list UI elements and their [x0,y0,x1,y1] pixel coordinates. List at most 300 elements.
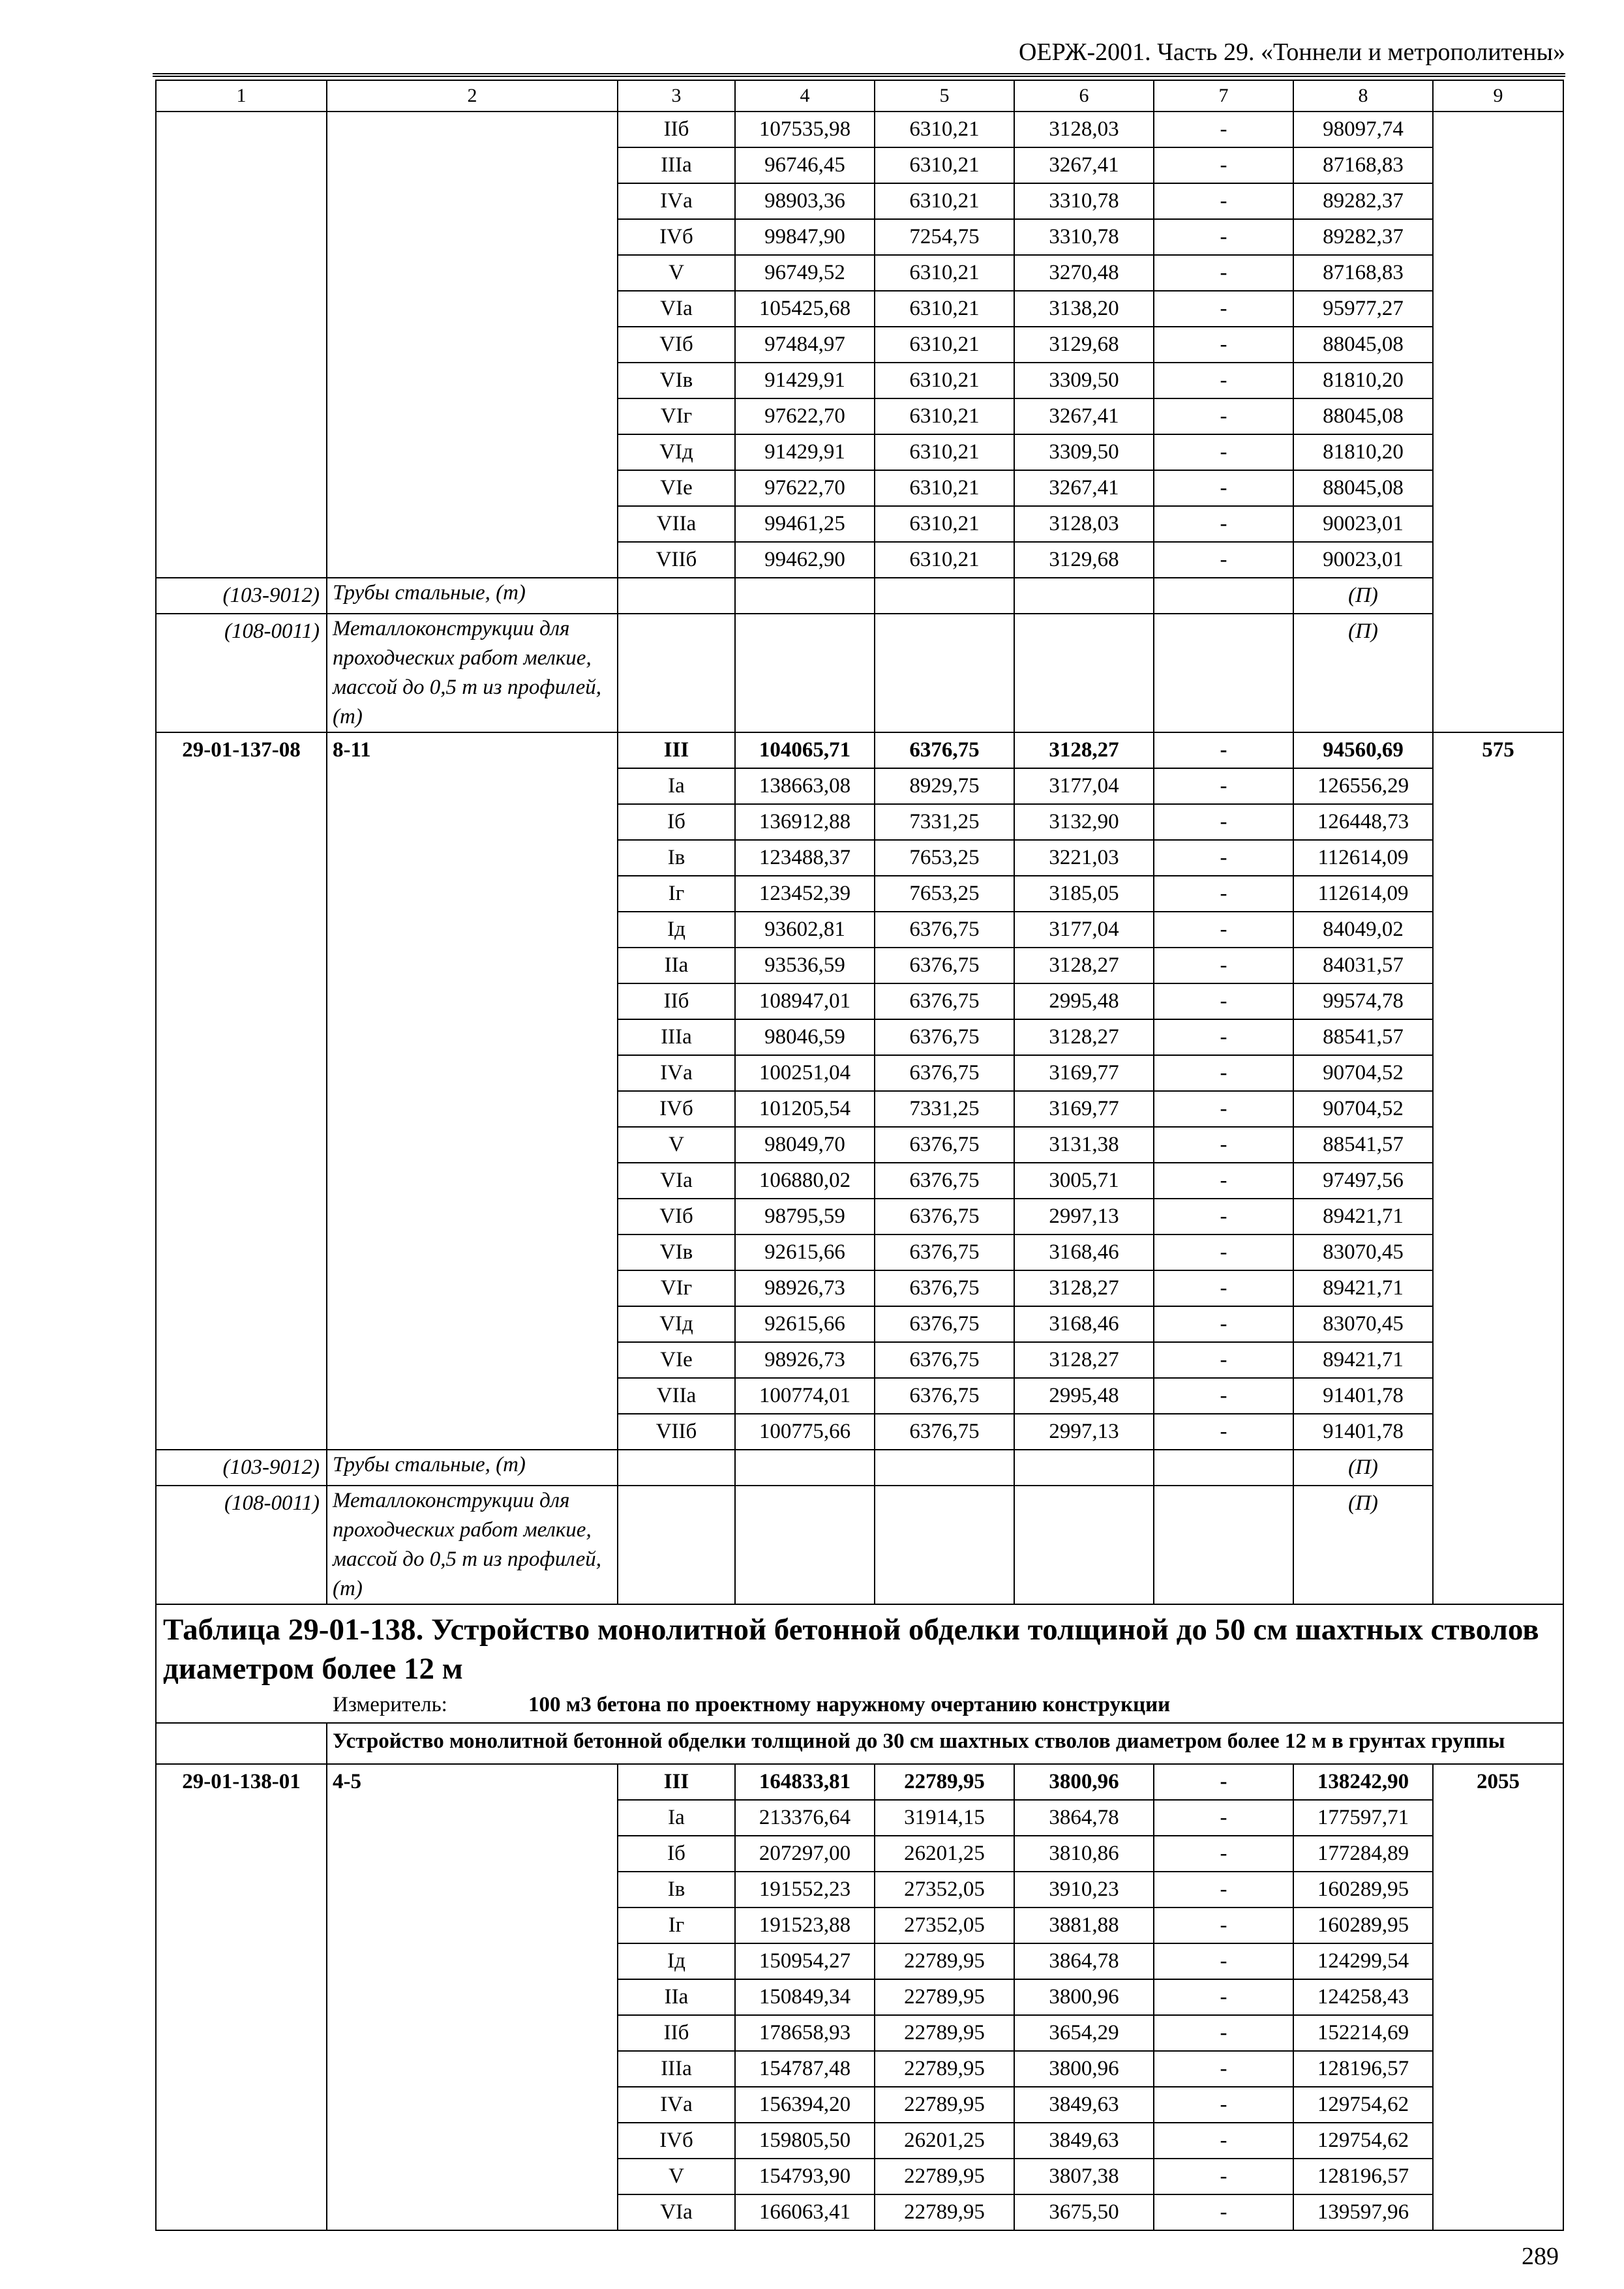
rate-value: 123452,39 [735,876,875,912]
rate-value: 93602,81 [735,912,875,948]
rate-value: 98046,59 [735,1019,875,1055]
rate-value: 6376,75 [875,1127,1014,1163]
rate-value: 3675,50 [1014,2194,1154,2230]
empty-cell [735,578,875,614]
rate-value: 27352,05 [875,1872,1014,1908]
rate-value: - [1154,2015,1293,2051]
resource-unit: (П) [1293,1450,1433,1486]
empty-cell [735,1450,875,1486]
rate-value: 177284,89 [1293,1836,1433,1872]
rate-value: 22789,95 [875,2015,1014,2051]
meter-line [163,1690,1556,1720]
soil-category: VIе [618,1342,735,1378]
rate-value: - [1154,1270,1293,1306]
soil-category: III [618,732,735,768]
soil-category: Iд [618,912,735,948]
rate-value: 89282,37 [1293,183,1433,219]
rate-value: 3864,78 [1014,1800,1154,1836]
column-9-value: 575 [1433,732,1563,1604]
rate-value: 160289,95 [1293,1872,1433,1908]
rate-value: 3128,03 [1014,506,1154,542]
rate-value: 94560,69 [1293,732,1433,768]
soil-category: VIд [618,434,735,470]
empty-cell [1154,1450,1293,1486]
rate-value: 83070,45 [1293,1306,1433,1342]
column-number: 3 [618,80,735,112]
soil-category: VIIб [618,542,735,578]
soil-category: VIб [618,327,735,363]
soil-category: Iг [618,876,735,912]
rate-value: 89421,71 [1293,1270,1433,1306]
rate-value: 3128,27 [1014,1270,1154,1306]
rate-value: 6376,75 [875,1019,1014,1055]
rate-value: 3168,46 [1014,1306,1154,1342]
rate-value: 97622,70 [735,470,875,506]
rate-value: 27352,05 [875,1908,1014,1943]
empty-cell [1154,1486,1293,1604]
rate-value: - [1154,1234,1293,1270]
soil-category: VIа [618,291,735,327]
rate-value: 22789,95 [875,1979,1014,2015]
empty-cell [735,1486,875,1604]
resource-unit: (П) [1293,578,1433,614]
rate-value: 6310,21 [875,470,1014,506]
rate-value: 90023,01 [1293,542,1433,578]
rate-value: - [1154,147,1293,183]
column-number: 7 [1154,80,1293,112]
soil-category: Iа [618,1800,735,1836]
soil-category: Iа [618,768,735,804]
rate-value: - [1154,1836,1293,1872]
rate-value: 3267,41 [1014,470,1154,506]
rate-value: 99461,25 [735,506,875,542]
resource-code: (108-0011) [156,1486,327,1604]
rate-value: - [1154,398,1293,434]
rate-value: 3177,04 [1014,912,1154,948]
rate-value: - [1154,1414,1293,1450]
rate-value: 108947,01 [735,983,875,1019]
empty-cell [875,614,1014,732]
rate-value: 7653,25 [875,840,1014,876]
rate-value: - [1154,948,1293,983]
resource-name: Трубы стальные, (т) [327,578,618,614]
rate-value: 6310,21 [875,363,1014,398]
soil-category: VIб [618,1199,735,1234]
rate-value: 177597,71 [1293,1800,1433,1836]
rate-value: 191552,23 [735,1872,875,1908]
rate-value: 159805,50 [735,2123,875,2159]
rate-value: 88045,08 [1293,470,1433,506]
rate-value: 6376,75 [875,983,1014,1019]
subtitle-row [156,1723,1563,1764]
soil-category: VIд [618,1306,735,1342]
rate-value: 3221,03 [1014,840,1154,876]
resource-code: (103-9012) [156,1450,327,1486]
empty-cell [875,1486,1014,1604]
rate-value: 3177,04 [1014,768,1154,804]
empty-cell [1014,614,1154,732]
table-title-row [156,1604,1563,1723]
rate-value: 98926,73 [735,1270,875,1306]
rate-value: 88541,57 [1293,1019,1433,1055]
soil-category: IIа [618,1979,735,2015]
rate-value: 88045,08 [1293,327,1433,363]
table-title: Таблица 29-01-138. Устройство монолитной бетонной обделки толщиной до 50 см шахтных стволов диаметром более 12 м [163,1613,1539,1686]
rate-value: 154793,90 [735,2159,875,2194]
soil-category: VIа [618,2194,735,2230]
rate-value: 92615,66 [735,1306,875,1342]
rate-value: - [1154,219,1293,255]
rate-value: 83070,45 [1293,1234,1433,1270]
soil-category: IIIа [618,1019,735,1055]
rate-value: 6376,75 [875,1163,1014,1199]
rate-value: 6376,75 [875,1055,1014,1091]
empty-cell [1014,1450,1154,1486]
soil-groups: 8-11 [327,732,618,1450]
rate-value: 84031,57 [1293,948,1433,983]
rate-value: 101205,54 [735,1091,875,1127]
rate-value: 95977,27 [1293,291,1433,327]
rate-value: 6310,21 [875,112,1014,147]
rates-table [155,80,1564,2231]
rate-value: 160289,95 [1293,1908,1433,1943]
rate-value: - [1154,1800,1293,1836]
column-number: 2 [327,80,618,112]
rate-value: 3309,50 [1014,363,1154,398]
resource-code: (103-9012) [156,578,327,614]
column-9-value: 2055 [1433,1764,1563,2230]
rate-value: 6310,21 [875,255,1014,291]
soil-category: Iв [618,840,735,876]
rate-row [156,112,1563,147]
rate-value: - [1154,2159,1293,2194]
rate-value: 99462,90 [735,542,875,578]
soil-category: Iб [618,1836,735,1872]
rate-value: 91401,78 [1293,1414,1433,1450]
soil-category: VIг [618,398,735,434]
empty-cell [735,614,875,732]
column-9-value [1433,112,1563,732]
meter-value: 100 м3 бетона по проектному наружному очертанию конструкции [528,1693,1171,1716]
rate-value: 8929,75 [875,768,1014,804]
rate-value: 6376,75 [875,948,1014,983]
rate-value: 6310,21 [875,183,1014,219]
rate-value: 3800,96 [1014,1764,1154,1800]
rate-value: 3128,27 [1014,1019,1154,1055]
rate-value: 26201,25 [875,2123,1014,2159]
resource-row [156,1450,1563,1486]
soil-category: VIв [618,363,735,398]
rate-value: 6310,21 [875,434,1014,470]
rate-value: - [1154,912,1293,948]
column-number-row [156,80,1563,112]
header-rule [153,73,1565,77]
rate-value: 98926,73 [735,1342,875,1378]
rate-value: - [1154,876,1293,912]
rate-value: - [1154,2194,1293,2230]
rate-value: 3128,27 [1014,732,1154,768]
soil-groups: 4-5 [327,1764,618,2230]
rate-value: 87168,83 [1293,255,1433,291]
rate-value: - [1154,1378,1293,1414]
rate-value: 99847,90 [735,219,875,255]
rate-value: 7331,25 [875,1091,1014,1127]
rate-value: 100774,01 [735,1378,875,1414]
rate-value: 136912,88 [735,804,875,840]
rate-value: 6376,75 [875,1234,1014,1270]
empty-cell [618,578,735,614]
rate-value: 89282,37 [1293,219,1433,255]
rate-value: - [1154,1342,1293,1378]
rate-value: 3169,77 [1014,1091,1154,1127]
soil-category: IVа [618,2087,735,2123]
rate-value: 88045,08 [1293,398,1433,434]
table-title-cell [156,1604,1563,1723]
rate-value: 90704,52 [1293,1055,1433,1091]
soil-category: V [618,2159,735,2194]
resource-name: Металлоконструкции для проходческих работ мелкие, массой до 0,5 т из профилей, (т) [327,1486,618,1604]
rate-value: 3185,05 [1014,876,1154,912]
empty-cell [618,1450,735,1486]
rate-value: - [1154,1306,1293,1342]
rate-value: 3267,41 [1014,147,1154,183]
rate-value: - [1154,1199,1293,1234]
rate-value: 3881,88 [1014,1908,1154,1943]
rate-value: 7254,75 [875,219,1014,255]
rate-value: 7653,25 [875,876,1014,912]
rate-value: 93536,59 [735,948,875,983]
rate-value: 2997,13 [1014,1199,1154,1234]
rate-value: 91429,91 [735,363,875,398]
rate-value: 104065,71 [735,732,875,768]
empty-cell [156,1723,327,1764]
rate-value: 6310,21 [875,147,1014,183]
rate-value: 89421,71 [1293,1199,1433,1234]
column-number: 1 [156,80,327,112]
soil-category: VIг [618,1270,735,1306]
rate-value: 6310,21 [875,291,1014,327]
soil-groups [327,112,618,578]
rate-value: 154787,48 [735,2051,875,2087]
rate-value: - [1154,1127,1293,1163]
soil-category: IIIа [618,147,735,183]
rate-row [156,732,1563,768]
rate-value: 6310,21 [875,327,1014,363]
soil-category: VIе [618,470,735,506]
rate-value: - [1154,1055,1293,1091]
rate-value: - [1154,434,1293,470]
rate-value: 6376,75 [875,1270,1014,1306]
soil-category: VIа [618,1163,735,1199]
meter-label: Измеритель: [333,1693,447,1716]
soil-category: IIб [618,983,735,1019]
rate-value: 138242,90 [1293,1764,1433,1800]
rate-value: 98097,74 [1293,112,1433,147]
rate-value: 178658,93 [735,2015,875,2051]
rate-value: 91429,91 [735,434,875,470]
soil-category: IIIа [618,2051,735,2087]
rate-value: - [1154,291,1293,327]
rate-value: 100251,04 [735,1055,875,1091]
rate-value: 3138,20 [1014,291,1154,327]
rate-code: 29-01-137-08 [156,732,327,1450]
rate-value: 166063,41 [735,2194,875,2230]
rate-value: 129754,62 [1293,2123,1433,2159]
rate-value: 3654,29 [1014,2015,1154,2051]
rate-value: 152214,69 [1293,2015,1433,2051]
page-number: 289 [1522,2243,1559,2270]
rate-value: 22789,95 [875,2087,1014,2123]
soil-category: IVб [618,1091,735,1127]
rate-value: 6310,21 [875,398,1014,434]
soil-category: Iв [618,1872,735,1908]
rate-value: 22789,95 [875,2051,1014,2087]
rate-value: 22789,95 [875,1764,1014,1800]
rate-value: 3310,78 [1014,219,1154,255]
empty-cell [875,578,1014,614]
soil-category: VIIб [618,1414,735,1450]
rate-value: 150954,27 [735,1943,875,1979]
rate-value: - [1154,542,1293,578]
rate-value: 3864,78 [1014,1943,1154,1979]
soil-category: III [618,1764,735,1800]
rate-value: 105425,68 [735,291,875,327]
rate-value: 126556,29 [1293,768,1433,804]
resource-unit: (П) [1293,1486,1433,1604]
rate-value: 26201,25 [875,1836,1014,1872]
rate-row [156,1764,1563,1800]
soil-category: IVб [618,219,735,255]
table-subtitle: Устройство монолитной бетонной обделки толщиной до 30 см шахтных стволов диаметром более 12 м в грунтах группы [327,1723,1563,1764]
rate-value: 3129,68 [1014,542,1154,578]
rate-value: - [1154,732,1293,768]
rate-value: 3849,63 [1014,2123,1154,2159]
rate-value: 164833,81 [735,1764,875,1800]
rate-value: - [1154,470,1293,506]
resource-unit: (П) [1293,614,1433,732]
rate-value: 89421,71 [1293,1342,1433,1378]
rate-value: - [1154,2051,1293,2087]
rate-value: 6376,75 [875,912,1014,948]
rate-value: 3810,86 [1014,1836,1154,1872]
rate-value: 87168,83 [1293,147,1433,183]
rate-value: - [1154,1908,1293,1943]
rate-value: 97622,70 [735,398,875,434]
rate-value: 100775,66 [735,1414,875,1450]
rate-value: 112614,09 [1293,840,1433,876]
column-number: 6 [1014,80,1154,112]
resource-name: Трубы стальные, (т) [327,1450,618,1486]
rate-value: - [1154,1943,1293,1979]
rate-value: 107535,98 [735,112,875,147]
rate-value: 2995,48 [1014,983,1154,1019]
soil-category: IVа [618,1055,735,1091]
resource-name: Металлоконструкции для проходческих работ мелкие, массой до 0,5 т из профилей, (т) [327,614,618,732]
rate-value: 3128,03 [1014,112,1154,147]
rate-value: - [1154,2123,1293,2159]
rate-value: - [1154,804,1293,840]
rate-value: - [1154,983,1293,1019]
soil-category: Iб [618,804,735,840]
empty-cell [1154,578,1293,614]
rate-value: 81810,20 [1293,363,1433,398]
rate-value: 213376,64 [735,1800,875,1836]
soil-category: VIIа [618,1378,735,1414]
rate-value: 124299,54 [1293,1943,1433,1979]
rate-value: 7331,25 [875,804,1014,840]
rate-value: - [1154,183,1293,219]
rate-value: 126448,73 [1293,804,1433,840]
rate-value: 31914,15 [875,1800,1014,1836]
rate-value: 191523,88 [735,1908,875,1943]
rate-value: 3129,68 [1014,327,1154,363]
rate-value: 3168,46 [1014,1234,1154,1270]
rate-value: 97497,56 [1293,1163,1433,1199]
rate-value: 6310,21 [875,542,1014,578]
rate-value: 3267,41 [1014,398,1154,434]
rate-code: 29-01-138-01 [156,1764,327,2230]
rate-value: 98049,70 [735,1127,875,1163]
soil-category: Iг [618,1908,735,1943]
column-number: 5 [875,80,1014,112]
soil-category: VIIа [618,506,735,542]
rate-value: - [1154,327,1293,363]
rate-value: 128196,57 [1293,2159,1433,2194]
rate-code [156,112,327,578]
rate-value: 128196,57 [1293,2051,1433,2087]
resource-row [156,614,1563,732]
rate-value: - [1154,1163,1293,1199]
rate-value: 6376,75 [875,1199,1014,1234]
rate-value: 96746,45 [735,147,875,183]
rate-value: 139597,96 [1293,2194,1433,2230]
soil-category: IIа [618,948,735,983]
rate-value: 123488,37 [735,840,875,876]
rate-value: - [1154,1091,1293,1127]
rate-value: 3849,63 [1014,2087,1154,2123]
rate-value: 22789,95 [875,2194,1014,2230]
rate-value: - [1154,1872,1293,1908]
rate-value: 6376,75 [875,1414,1014,1450]
rate-value: 129754,62 [1293,2087,1433,2123]
empty-cell [875,1450,1014,1486]
rate-value: 91401,78 [1293,1378,1433,1414]
rate-value: 3807,38 [1014,2159,1154,2194]
rate-value: 3169,77 [1014,1055,1154,1091]
rate-value: 150849,34 [735,1979,875,2015]
column-number: 4 [735,80,875,112]
rate-value: - [1154,1764,1293,1800]
rate-value: 3270,48 [1014,255,1154,291]
rate-value: 98795,59 [735,1199,875,1234]
rate-value: - [1154,768,1293,804]
rate-value: 6376,75 [875,732,1014,768]
rate-value: - [1154,1019,1293,1055]
rate-value: 96749,52 [735,255,875,291]
rate-value: 3132,90 [1014,804,1154,840]
rate-value: 3128,27 [1014,948,1154,983]
rate-value: 84049,02 [1293,912,1433,948]
rate-value: 99574,78 [1293,983,1433,1019]
soil-category: V [618,1127,735,1163]
resource-code: (108-0011) [156,614,327,732]
soil-category: IIб [618,2015,735,2051]
rate-value: 90704,52 [1293,1091,1433,1127]
rate-value: 3910,23 [1014,1872,1154,1908]
rate-value: 6376,75 [875,1306,1014,1342]
rate-value: - [1154,255,1293,291]
rate-value: - [1154,506,1293,542]
